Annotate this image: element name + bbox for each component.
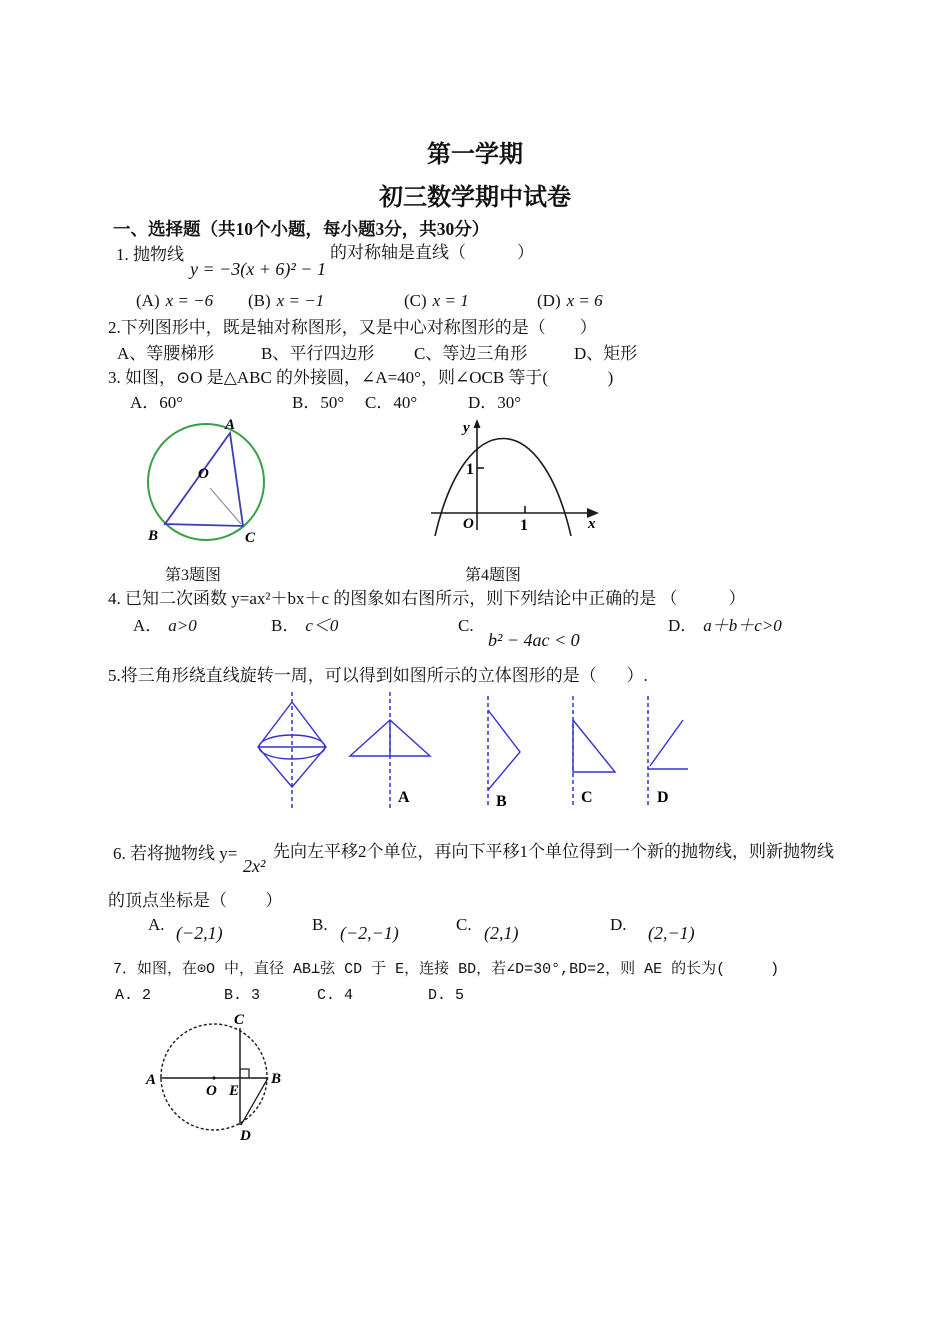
q2-option-a: A、等腰梯形	[117, 344, 215, 363]
q3-figure-circumcircle	[140, 416, 282, 558]
q7-option-a: A. 2	[115, 987, 152, 1004]
q4-option-b	[271, 615, 338, 636]
q1-option-c-value: x = 1	[432, 291, 469, 310]
q6-formula: 2x²	[243, 856, 266, 876]
q1-option-b-value: x = −1	[276, 291, 325, 310]
q1-option-a-value: x = −6	[165, 291, 214, 310]
q4-figure-label-ytick: 1	[466, 461, 474, 478]
q6-option-a-label: A.	[148, 915, 165, 934]
q2-option-c: C、等边三角形	[414, 344, 528, 363]
q4-figure-label-x: x	[588, 516, 596, 532]
q7-option-b: B. 3	[224, 987, 261, 1004]
q3-figure-label-a: A	[225, 417, 236, 433]
q1-option-b	[248, 290, 324, 311]
q7-figure-label-e: E	[229, 1083, 240, 1099]
q7-figure-label-o: O	[206, 1083, 217, 1099]
q6-option-a-value: (−2,1)	[176, 923, 223, 943]
q5-figure-label-a: A	[398, 789, 410, 806]
q7-stem: 7．如图，在⊙O 中，直径 AB⊥弦 CD 于 E，连接 BD，若∠D=30°,BD=2，则 AE 的长为( )	[113, 961, 780, 978]
q5-figure-label-d: D	[657, 789, 669, 806]
q5-figure-options	[238, 690, 698, 822]
q1-option-b-label: (B)	[248, 291, 271, 310]
q1-option-d	[537, 290, 603, 311]
q5-stem: 5.将三角形绕直线旋转一周，可以得到如图所示的立体图形的是（ ）.	[108, 666, 648, 685]
q3-option-d: D．30°	[468, 393, 522, 412]
section-heading: 一、选择题（共10个小题，每小题3分，共30分）	[113, 219, 490, 239]
q7-option-d: D. 5	[428, 987, 465, 1004]
q3-figure-label-o: O	[198, 466, 209, 482]
q1-option-d-label: (D)	[537, 291, 561, 310]
q4-option-c-value: b² − 4ac < 0	[488, 630, 580, 650]
q7-option-c: C. 4	[317, 987, 354, 1004]
q4-stem: 4. 已知二次函数 y=ax²＋bx＋c 的图象如右图所示，则下列结论中正确的是 （ ）	[108, 589, 746, 608]
q7-figure-label-c: C	[234, 1012, 245, 1028]
q3-figure-label-b: B	[148, 528, 159, 544]
q1-option-d-value: x = 6	[566, 291, 603, 310]
q5-figure-label-c: C	[581, 789, 593, 806]
q4-option-d-label: D．	[668, 616, 698, 635]
q1-formula: y = −3(x + 6)² − 1	[190, 259, 326, 279]
q4-option-a	[133, 615, 197, 636]
q6-option-c-label: C.	[456, 915, 472, 934]
q3-figure-label-c: C	[245, 530, 256, 546]
q4-option-d-value: a＋b＋c>0	[703, 616, 782, 635]
q6-option-d-value: (2,−1)	[648, 923, 695, 943]
q4-figure-label-y: y	[463, 420, 470, 436]
q6-option-b-value: (−2,−1)	[340, 923, 399, 943]
q1-option-a	[136, 290, 213, 311]
q6-stem-pre: 6. 若将抛物线 y=	[113, 844, 238, 863]
q4-figure-parabola	[425, 418, 610, 560]
q4-option-b-label: B．	[271, 616, 300, 635]
q3-figure-caption: 第3题图	[165, 567, 222, 584]
q3-option-a: A．60°	[130, 393, 184, 412]
q5-figure-label-b: B	[496, 793, 507, 810]
q3-option-c: C．40°	[365, 393, 418, 412]
q1-option-c-label: (C)	[404, 291, 427, 310]
q1-option-c	[404, 290, 469, 311]
q7-figure-label-a: A	[146, 1072, 157, 1088]
q7-figure-label-b: B	[271, 1071, 282, 1087]
q4-option-a-label: A．	[133, 616, 163, 635]
q4-option-c-label: C.	[458, 616, 474, 635]
q4-figure-label-xtick: 1	[520, 517, 528, 534]
q2-option-b: B、平行四边形	[261, 344, 375, 363]
q2-stem: 2.下列图形中，既是轴对称图形，又是中心对称图形的是（ ）	[108, 318, 597, 337]
exam-title: 初三数学期中试卷	[379, 185, 571, 211]
q4-option-a-value: a>0	[168, 616, 197, 635]
term-title: 第一学期	[427, 142, 523, 168]
q7-figure-label-d: D	[240, 1128, 251, 1144]
q6-stem-line2: 的顶点坐标是（ ）	[108, 891, 283, 910]
q4-figure-label-origin: O	[463, 516, 474, 532]
q3-option-b: B．50°	[292, 393, 345, 412]
q1-option-a-label: (A)	[136, 291, 160, 310]
q2-option-d: D、矩形	[574, 344, 638, 363]
q6-stem-post: 先向左平移2个单位，再向下平移1个单位得到一个新的抛物线，则新抛物线	[273, 842, 834, 861]
q4-option-d	[668, 615, 782, 636]
q3-stem: 3. 如图，⊙O 是△ABC 的外接圆，∠A=40°，则∠OCB 等于( )	[108, 368, 614, 387]
q1-stem-post: 的对称轴是直线（ ）	[330, 243, 534, 262]
q4-option-b-value: c＜0	[305, 616, 339, 635]
q6-option-b-label: B.	[312, 915, 328, 934]
q1-stem-pre: 1. 抛物线	[116, 245, 184, 264]
q6-option-c-value: (2,1)	[484, 923, 519, 943]
q4-figure-caption: 第4题图	[465, 567, 522, 584]
q6-option-d-label: D.	[610, 915, 627, 934]
q7-figure-circle	[145, 1010, 330, 1150]
